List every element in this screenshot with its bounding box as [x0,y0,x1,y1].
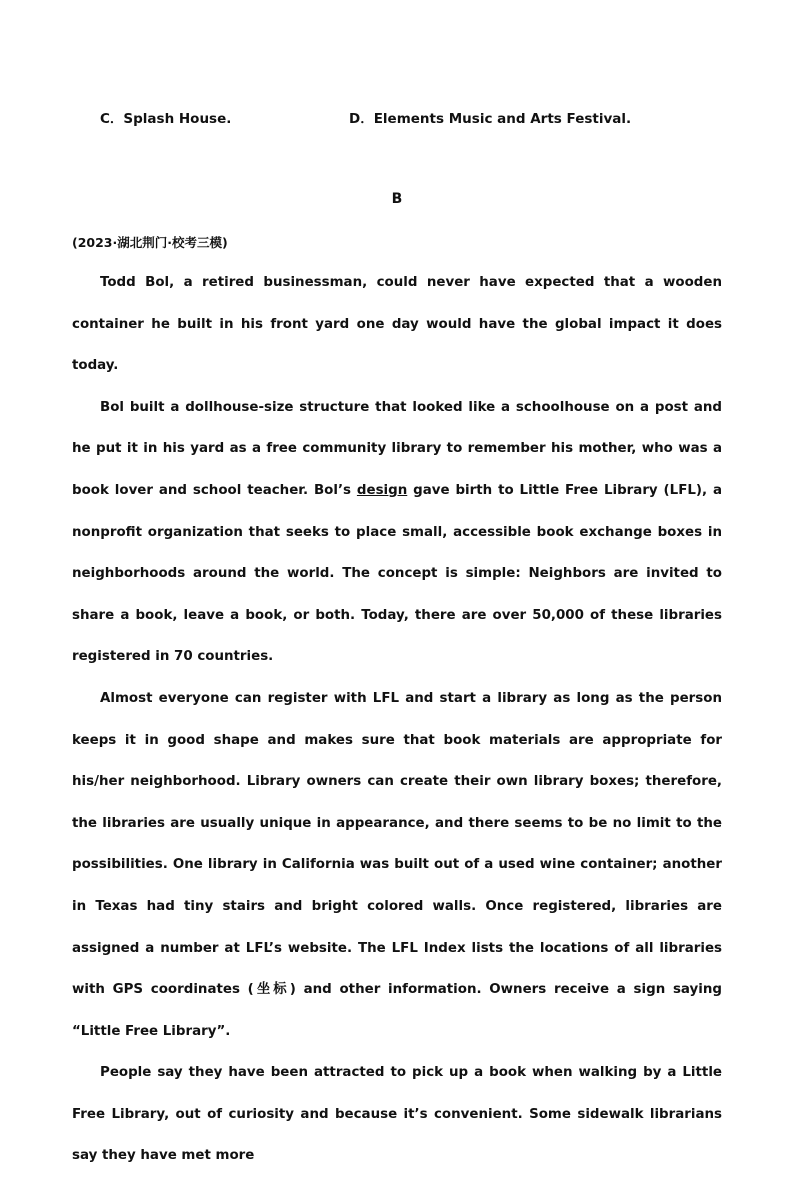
paragraph-2-before: Bol built a dollhouse-size structure that looked like a schoolhouse on a post and he put it in his yard as a free community library to remember his mother, who was a book lover and school teacher. Bol’s [72,399,722,498]
option-d: D．Elements Music and Arts Festival. [349,111,632,127]
answer-options-row [100,107,720,127]
reading-passage [72,262,722,1177]
paragraph-2-after: gave birth to Little Free Library (LFL), a nonprofit organization that seeks to place small, accessible book exchange boxes in neighborhoods around the world. The concept is simple: Neighbors are invited to share a book, leave a book, or both. Today, there are over 50,000 of these libraries registered in 70 countries. [72,482,723,665]
option-c: C．Splash House. [100,111,232,127]
paragraph-4: People say they have been attracted to pick up a book when walking by a Little Free Library, out of curiosity and because it’s convenient. Some sidewalk librarians say they have met more [72,1065,722,1164]
paragraph-2 [72,387,722,678]
source-tag: (2023·湖北荆门·校考三模) [72,235,228,250]
paragraph-1: Todd Bol, a retired businessman, could never have expected that a wooden container he built in his front yard one day would have the global impact it does today. [72,275,722,374]
paragraph-3: Almost everyone can register with LFL and start a library as long as the person keeps it in good shape and makes sure that book materials are appropriate for his/her neighborhood. Library owners can create their own library boxes; therefore, the libraries are usually unique in appearance, and there seems to be no limit to the possibilities. One library in California was built out of a used wine container; another in Texas had tiny stairs and bright colored walls. Once registered, libraries are assigned a number at LFL’s website. The LFL Index lists the locations of all libraries with GPS coordinates (坐标) and other information. Owners receive a sign saying “Little Free Library”. [72,690,722,1039]
underlined-word-design: design [356,482,408,498]
section-heading: B [391,191,403,207]
